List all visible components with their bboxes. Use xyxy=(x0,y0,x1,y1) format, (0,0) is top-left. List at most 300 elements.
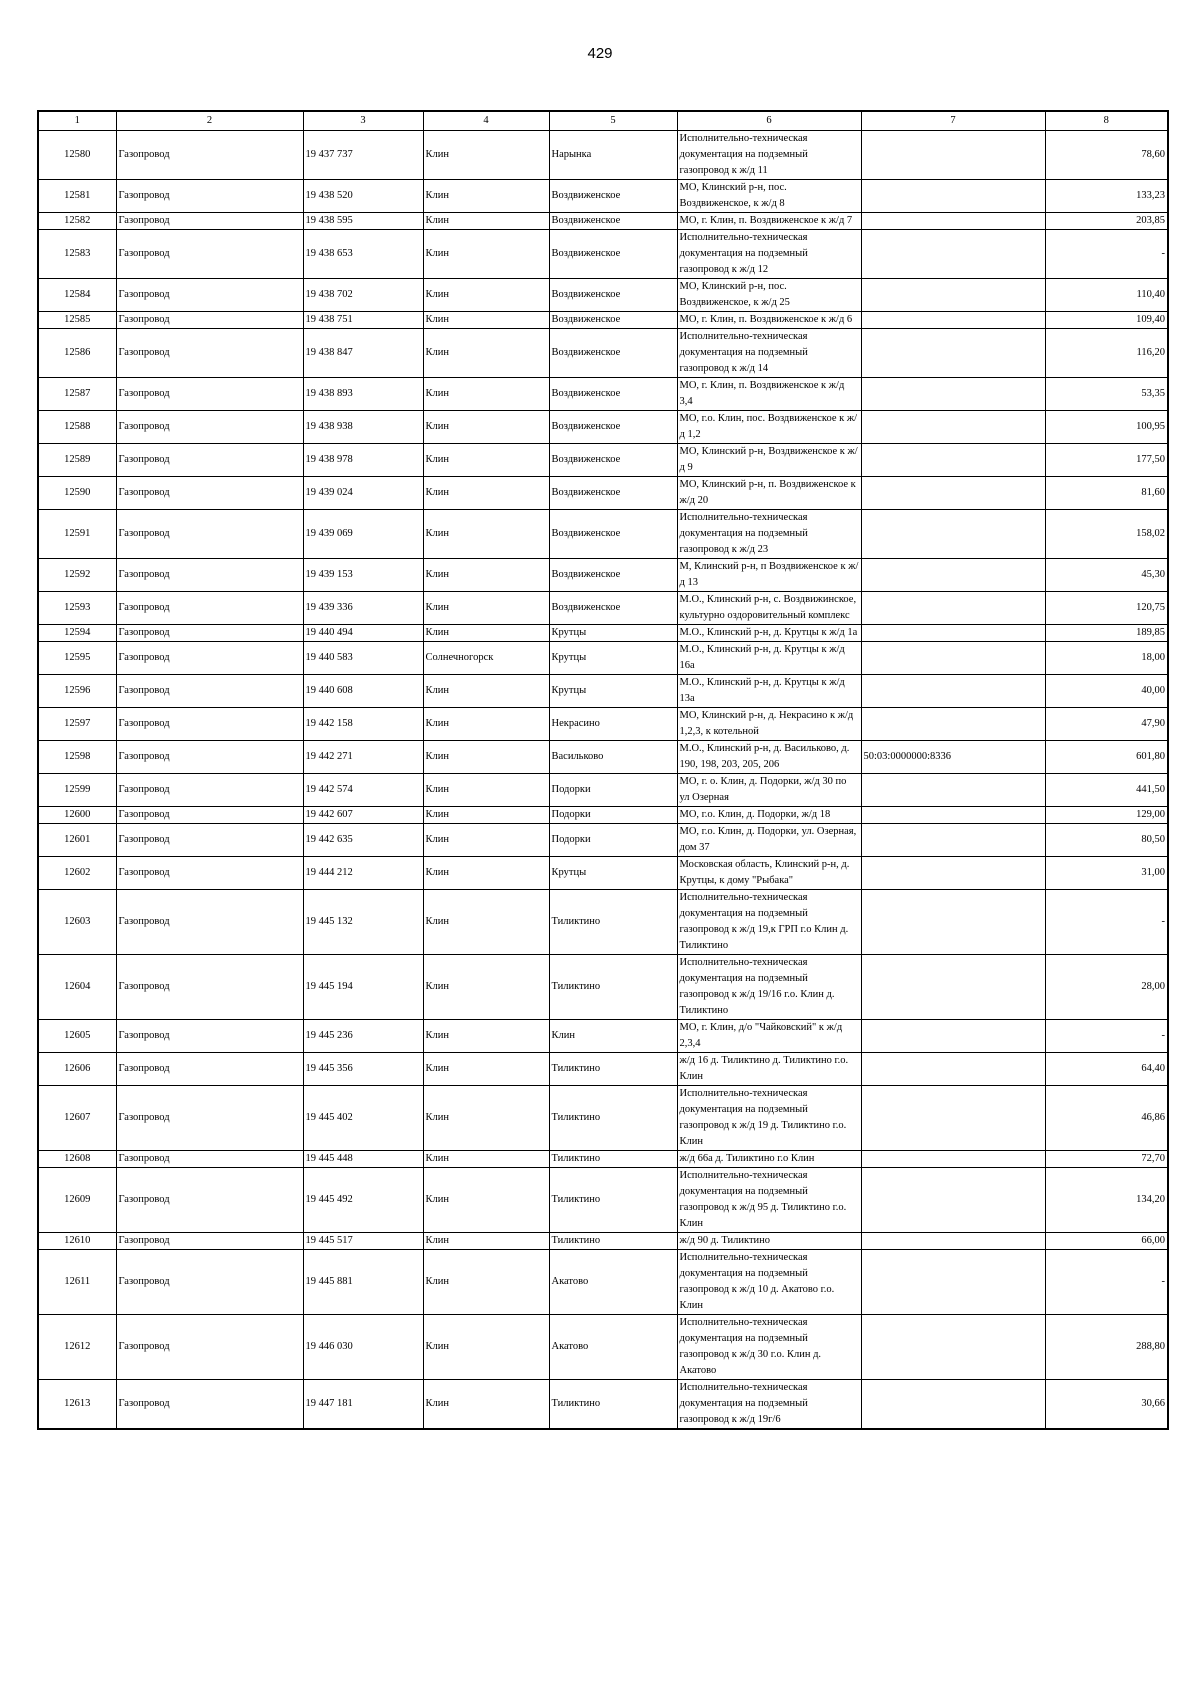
row-number-cell: 12607 xyxy=(38,1086,116,1151)
district-cell: Клин xyxy=(423,955,549,1020)
locality-cell: Крутцы xyxy=(549,857,677,890)
table-row xyxy=(38,213,1168,230)
address-description-cell: Исполнительно-техническая документация на подземный газопровод к ж/д 23 xyxy=(677,510,861,559)
cadastral-number-cell xyxy=(861,955,1045,1020)
cadastral-number-cell xyxy=(861,213,1045,230)
length-value-cell: 30,66 xyxy=(1045,1380,1168,1430)
locality-cell: Васильково xyxy=(549,741,677,774)
row-number-cell: 12606 xyxy=(38,1053,116,1086)
district-cell: Клин xyxy=(423,279,549,312)
object-name-cell: Газопровод xyxy=(116,131,303,180)
table-row xyxy=(38,1086,1168,1151)
locality-cell: Подорки xyxy=(549,774,677,807)
table-row xyxy=(38,559,1168,592)
table-row xyxy=(38,807,1168,824)
address-description-cell: МО, г. о. Клин, д. Подорки, ж/д 30 по ул Озерная xyxy=(677,774,861,807)
object-name-cell: Газопровод xyxy=(116,807,303,824)
table-row xyxy=(38,1233,1168,1250)
object-name-cell: Газопровод xyxy=(116,1315,303,1380)
locality-cell: Воздвиженское xyxy=(549,444,677,477)
cadastral-number-cell xyxy=(861,1315,1045,1380)
row-number-cell: 12613 xyxy=(38,1380,116,1430)
length-value-cell: 53,35 xyxy=(1045,378,1168,411)
object-name-cell: Газопровод xyxy=(116,411,303,444)
object-name-cell: Газопровод xyxy=(116,1020,303,1053)
table-row xyxy=(38,642,1168,675)
locality-cell: Подорки xyxy=(549,807,677,824)
object-name-cell: Газопровод xyxy=(116,279,303,312)
cadastral-number-cell xyxy=(861,1250,1045,1315)
table-row xyxy=(38,230,1168,279)
object-code-cell: 19 447 181 xyxy=(303,1380,423,1430)
length-value-cell: 203,85 xyxy=(1045,213,1168,230)
locality-cell: Некрасино xyxy=(549,708,677,741)
object-name-cell: Газопровод xyxy=(116,378,303,411)
district-cell: Клин xyxy=(423,890,549,955)
address-description-cell: МО, Клинский р-н, Воздвиженское к ж/д 9 xyxy=(677,444,861,477)
column-header: 8 xyxy=(1045,111,1168,131)
table-row xyxy=(38,477,1168,510)
cadastral-number-cell xyxy=(861,1380,1045,1430)
registry-table xyxy=(37,110,1169,1430)
locality-cell: Воздвиженское xyxy=(549,329,677,378)
locality-cell: Крутцы xyxy=(549,642,677,675)
object-name-cell: Газопровод xyxy=(116,1233,303,1250)
address-description-cell: М.О., Клинский р-н, с. Воздвижинское, культурно оздоровительный комплекс xyxy=(677,592,861,625)
row-number-cell: 12605 xyxy=(38,1020,116,1053)
table-row xyxy=(38,131,1168,180)
locality-cell: Подорки xyxy=(549,824,677,857)
page-number: 429 xyxy=(587,45,613,62)
length-value-cell: 189,85 xyxy=(1045,625,1168,642)
length-value-cell: 110,40 xyxy=(1045,279,1168,312)
address-description-cell: МО, г. Клин, п. Воздвиженское к ж/д 7 xyxy=(677,213,861,230)
address-description-cell: МО, г.о. Клин, пос. Воздвиженское к ж/д 1,2 xyxy=(677,411,861,444)
table-row xyxy=(38,180,1168,213)
table-row xyxy=(38,1380,1168,1430)
locality-cell: Воздвиженское xyxy=(549,213,677,230)
object-name-cell: Газопровод xyxy=(116,857,303,890)
cadastral-number-cell xyxy=(861,592,1045,625)
object-name-cell: Газопровод xyxy=(116,592,303,625)
column-header: 2 xyxy=(116,111,303,131)
table-row xyxy=(38,1053,1168,1086)
table-row xyxy=(38,824,1168,857)
length-value-cell: 100,95 xyxy=(1045,411,1168,444)
district-cell: Клин xyxy=(423,1250,549,1315)
object-name-cell: Газопровод xyxy=(116,213,303,230)
object-code-cell: 19 440 608 xyxy=(303,675,423,708)
table-row xyxy=(38,378,1168,411)
column-header: 5 xyxy=(549,111,677,131)
object-name-cell: Газопровод xyxy=(116,741,303,774)
table-row xyxy=(38,444,1168,477)
row-number-cell: 12585 xyxy=(38,312,116,329)
cadastral-number-cell xyxy=(861,824,1045,857)
length-value-cell: 31,00 xyxy=(1045,857,1168,890)
address-description-cell: Исполнительно-техническая документация на подземный газопровод к ж/д 11 xyxy=(677,131,861,180)
locality-cell: Крутцы xyxy=(549,675,677,708)
table-row xyxy=(38,625,1168,642)
address-description-cell: Исполнительно-техническая документация на подземный газопровод к ж/д 30 г.о. Клин д. Акатово xyxy=(677,1315,861,1380)
length-value-cell: 78,60 xyxy=(1045,131,1168,180)
row-number-cell: 12586 xyxy=(38,329,116,378)
object-code-cell: 19 438 520 xyxy=(303,180,423,213)
length-value-cell: 129,00 xyxy=(1045,807,1168,824)
object-name-cell: Газопровод xyxy=(116,329,303,378)
cadastral-number-cell xyxy=(861,1233,1045,1250)
length-value-cell: 66,00 xyxy=(1045,1233,1168,1250)
object-code-cell: 19 438 938 xyxy=(303,411,423,444)
length-value-cell: - xyxy=(1045,1250,1168,1315)
locality-cell: Воздвиженское xyxy=(549,378,677,411)
length-value-cell: 18,00 xyxy=(1045,642,1168,675)
row-number-cell: 12599 xyxy=(38,774,116,807)
object-code-cell: 19 445 402 xyxy=(303,1086,423,1151)
address-description-cell: Исполнительно-техническая документация на подземный газопровод к ж/д 19г/6 xyxy=(677,1380,861,1430)
cadastral-number-cell: 50:03:0000000:8336 xyxy=(861,741,1045,774)
address-description-cell: Исполнительно-техническая документация на подземный газопровод к ж/д 10 д. Акатово г.о. Клин xyxy=(677,1250,861,1315)
row-number-cell: 12591 xyxy=(38,510,116,559)
locality-cell: Воздвиженское xyxy=(549,559,677,592)
object-name-cell: Газопровод xyxy=(116,444,303,477)
district-cell: Клин xyxy=(423,625,549,642)
address-description-cell: М.О., Клинский р-н, д. Васильково, д. 190, 198, 203, 205, 206 xyxy=(677,741,861,774)
district-cell: Клин xyxy=(423,675,549,708)
locality-cell: Тиликтино xyxy=(549,955,677,1020)
object-code-cell: 19 438 595 xyxy=(303,213,423,230)
district-cell: Клин xyxy=(423,741,549,774)
table-row xyxy=(38,675,1168,708)
locality-cell: Нарынка xyxy=(549,131,677,180)
address-description-cell: Исполнительно-техническая документация на подземный газопровод к ж/д 95 д. Тиликтино г.о. Клин xyxy=(677,1168,861,1233)
length-value-cell: 40,00 xyxy=(1045,675,1168,708)
object-code-cell: 19 445 356 xyxy=(303,1053,423,1086)
address-description-cell: Исполнительно-техническая документация на подземный газопровод к ж/д 19 д. Тиликтино г.о. Клин xyxy=(677,1086,861,1151)
district-cell: Клин xyxy=(423,1380,549,1430)
object-code-cell: 19 445 881 xyxy=(303,1250,423,1315)
length-value-cell: 116,20 xyxy=(1045,329,1168,378)
table-row xyxy=(38,1315,1168,1380)
row-number-cell: 12595 xyxy=(38,642,116,675)
table-row xyxy=(38,1020,1168,1053)
cadastral-number-cell xyxy=(861,131,1045,180)
object-name-cell: Газопровод xyxy=(116,675,303,708)
district-cell: Клин xyxy=(423,477,549,510)
cadastral-number-cell xyxy=(861,510,1045,559)
address-description-cell: ж/д 16 д. Тиликтино д. Тиликтино г.о. Клин xyxy=(677,1053,861,1086)
object-name-cell: Газопровод xyxy=(116,312,303,329)
object-code-cell: 19 438 847 xyxy=(303,329,423,378)
object-code-cell: 19 438 978 xyxy=(303,444,423,477)
row-number-cell: 12596 xyxy=(38,675,116,708)
object-name-cell: Газопровод xyxy=(116,510,303,559)
object-code-cell: 19 439 336 xyxy=(303,592,423,625)
cadastral-number-cell xyxy=(861,477,1045,510)
row-number-cell: 12602 xyxy=(38,857,116,890)
row-number-cell: 12612 xyxy=(38,1315,116,1380)
length-value-cell: 177,50 xyxy=(1045,444,1168,477)
address-description-cell: МО, Клинский р-н, д. Некрасино к ж/д 1,2,3, к котельной xyxy=(677,708,861,741)
object-code-cell: 19 445 132 xyxy=(303,890,423,955)
object-code-cell: 19 438 653 xyxy=(303,230,423,279)
locality-cell: Тиликтино xyxy=(549,1053,677,1086)
object-code-cell: 19 439 024 xyxy=(303,477,423,510)
address-description-cell: МО, Клинский р-н, п. Воздвиженское к ж/д 20 xyxy=(677,477,861,510)
district-cell: Клин xyxy=(423,774,549,807)
address-description-cell: Исполнительно-техническая документация на подземный газопровод к ж/д 19,к ГРП г.о Клин д. Тиликтино xyxy=(677,890,861,955)
object-name-cell: Газопровод xyxy=(116,1250,303,1315)
district-cell: Клин xyxy=(423,708,549,741)
object-name-cell: Газопровод xyxy=(116,230,303,279)
length-value-cell: 81,60 xyxy=(1045,477,1168,510)
object-code-cell: 19 445 194 xyxy=(303,955,423,1020)
locality-cell: Тиликтино xyxy=(549,1151,677,1168)
district-cell: Клин xyxy=(423,1233,549,1250)
column-header: 6 xyxy=(677,111,861,131)
object-name-cell: Газопровод xyxy=(116,1086,303,1151)
district-cell: Клин xyxy=(423,213,549,230)
address-description-cell: М, Клинский р-н, п Воздвиженское к ж/д 13 xyxy=(677,559,861,592)
district-cell: Клин xyxy=(423,1168,549,1233)
address-description-cell: Московская область, Клинский р-н, д. Крутцы, к дому "Рыбака" xyxy=(677,857,861,890)
address-description-cell: ж/д 90 д. Тиликтино xyxy=(677,1233,861,1250)
address-description-cell: М.О., Клинский р-н, д. Крутцы к ж/д 1а xyxy=(677,625,861,642)
length-value-cell: 134,20 xyxy=(1045,1168,1168,1233)
table-row xyxy=(38,774,1168,807)
district-cell: Клин xyxy=(423,378,549,411)
length-value-cell: 441,50 xyxy=(1045,774,1168,807)
locality-cell: Тиликтино xyxy=(549,890,677,955)
object-code-cell: 19 442 271 xyxy=(303,741,423,774)
cadastral-number-cell xyxy=(861,230,1045,279)
address-description-cell: МО, г.о. Клин, д. Подорки, ул. Озерная, дом 37 xyxy=(677,824,861,857)
cadastral-number-cell xyxy=(861,279,1045,312)
locality-cell: Акатово xyxy=(549,1250,677,1315)
cadastral-number-cell xyxy=(861,378,1045,411)
object-name-cell: Газопровод xyxy=(116,477,303,510)
locality-cell: Воздвиженское xyxy=(549,411,677,444)
object-code-cell: 19 442 607 xyxy=(303,807,423,824)
locality-cell: Тиликтино xyxy=(549,1086,677,1151)
object-name-cell: Газопровод xyxy=(116,824,303,857)
district-cell: Клин xyxy=(423,857,549,890)
table-row xyxy=(38,592,1168,625)
cadastral-number-cell xyxy=(861,559,1045,592)
cadastral-number-cell xyxy=(861,708,1045,741)
object-name-cell: Газопровод xyxy=(116,890,303,955)
district-cell: Клин xyxy=(423,592,549,625)
locality-cell: Воздвиженское xyxy=(549,279,677,312)
cadastral-number-cell xyxy=(861,857,1045,890)
length-value-cell: - xyxy=(1045,890,1168,955)
length-value-cell: 72,70 xyxy=(1045,1151,1168,1168)
table-row xyxy=(38,857,1168,890)
column-header: 1 xyxy=(38,111,116,131)
district-cell: Солнечногорск xyxy=(423,642,549,675)
row-number-cell: 12598 xyxy=(38,741,116,774)
length-value-cell: 288,80 xyxy=(1045,1315,1168,1380)
row-number-cell: 12584 xyxy=(38,279,116,312)
row-number-cell: 12592 xyxy=(38,559,116,592)
registry-table-body xyxy=(38,131,1168,1430)
column-header: 4 xyxy=(423,111,549,131)
object-name-cell: Газопровод xyxy=(116,708,303,741)
address-description-cell: МО, г. Клин, п. Воздвиженское к ж/д 3,4 xyxy=(677,378,861,411)
table-row xyxy=(38,955,1168,1020)
length-value-cell: 133,23 xyxy=(1045,180,1168,213)
length-value-cell: 64,40 xyxy=(1045,1053,1168,1086)
row-number-cell: 12603 xyxy=(38,890,116,955)
cadastral-number-cell xyxy=(861,1020,1045,1053)
row-number-cell: 12597 xyxy=(38,708,116,741)
object-code-cell: 19 438 751 xyxy=(303,312,423,329)
object-name-cell: Газопровод xyxy=(116,1053,303,1086)
table-row xyxy=(38,510,1168,559)
address-description-cell: МО, Клинский р-н, пос. Воздвиженское, к ж/д 8 xyxy=(677,180,861,213)
row-number-cell: 12587 xyxy=(38,378,116,411)
address-description-cell: Исполнительно-техническая документация на подземный газопровод к ж/д 19/16 г.о. Клин д. Тиликтино xyxy=(677,955,861,1020)
length-value-cell: 80,50 xyxy=(1045,824,1168,857)
object-name-cell: Газопровод xyxy=(116,642,303,675)
length-value-cell: 47,90 xyxy=(1045,708,1168,741)
table-row xyxy=(38,708,1168,741)
locality-cell: Воздвиженское xyxy=(549,312,677,329)
row-number-cell: 12593 xyxy=(38,592,116,625)
row-number-cell: 12594 xyxy=(38,625,116,642)
cadastral-number-cell xyxy=(861,774,1045,807)
length-value-cell: - xyxy=(1045,1020,1168,1053)
address-description-cell: МО, г.о. Клин, д. Подорки, ж/д 18 xyxy=(677,807,861,824)
table-row xyxy=(38,1168,1168,1233)
district-cell: Клин xyxy=(423,510,549,559)
row-number-cell: 12590 xyxy=(38,477,116,510)
address-description-cell: МО, Клинский р-н, пос. Воздвиженское, к ж/д 25 xyxy=(677,279,861,312)
district-cell: Клин xyxy=(423,444,549,477)
locality-cell: Воздвиженское xyxy=(549,510,677,559)
table-row xyxy=(38,411,1168,444)
cadastral-number-cell xyxy=(861,890,1045,955)
table-row xyxy=(38,741,1168,774)
locality-cell: Воздвиженское xyxy=(549,592,677,625)
row-number-cell: 12604 xyxy=(38,955,116,1020)
locality-cell: Клин xyxy=(549,1020,677,1053)
district-cell: Клин xyxy=(423,807,549,824)
address-description-cell: М.О., Клинский р-н, д. Крутцы к ж/д 13а xyxy=(677,675,861,708)
object-code-cell: 19 445 492 xyxy=(303,1168,423,1233)
row-number-cell: 12601 xyxy=(38,824,116,857)
column-header: 3 xyxy=(303,111,423,131)
row-number-cell: 12581 xyxy=(38,180,116,213)
object-name-cell: Газопровод xyxy=(116,774,303,807)
length-value-cell: 120,75 xyxy=(1045,592,1168,625)
locality-cell: Воздвиженское xyxy=(549,230,677,279)
district-cell: Клин xyxy=(423,1020,549,1053)
address-description-cell: МО, г. Клин, д/о "Чайковский" к ж/д 2,3,4 xyxy=(677,1020,861,1053)
object-code-cell: 19 439 153 xyxy=(303,559,423,592)
district-cell: Клин xyxy=(423,1053,549,1086)
cadastral-number-cell xyxy=(861,642,1045,675)
table-row xyxy=(38,1250,1168,1315)
address-description-cell: Исполнительно-техническая документация на подземный газопровод к ж/д 14 xyxy=(677,329,861,378)
object-code-cell: 19 446 030 xyxy=(303,1315,423,1380)
object-code-cell: 19 440 494 xyxy=(303,625,423,642)
district-cell: Клин xyxy=(423,312,549,329)
table-row xyxy=(38,890,1168,955)
row-number-cell: 12609 xyxy=(38,1168,116,1233)
cadastral-number-cell xyxy=(861,1151,1045,1168)
locality-cell: Воздвиженское xyxy=(549,477,677,510)
row-number-cell: 12611 xyxy=(38,1250,116,1315)
district-cell: Клин xyxy=(423,1086,549,1151)
cadastral-number-cell xyxy=(861,312,1045,329)
locality-cell: Крутцы xyxy=(549,625,677,642)
object-name-cell: Газопровод xyxy=(116,1168,303,1233)
row-number-cell: 12583 xyxy=(38,230,116,279)
district-cell: Клин xyxy=(423,824,549,857)
cadastral-number-cell xyxy=(861,807,1045,824)
district-cell: Клин xyxy=(423,559,549,592)
object-name-cell: Газопровод xyxy=(116,625,303,642)
district-cell: Клин xyxy=(423,230,549,279)
district-cell: Клин xyxy=(423,131,549,180)
address-description-cell: М.О., Клинский р-н, д. Крутцы к ж/д 16а xyxy=(677,642,861,675)
district-cell: Клин xyxy=(423,1315,549,1380)
object-code-cell: 19 445 517 xyxy=(303,1233,423,1250)
address-description-cell: Исполнительно-техническая документация на подземный газопровод к ж/д 12 xyxy=(677,230,861,279)
object-code-cell: 19 442 158 xyxy=(303,708,423,741)
cadastral-number-cell xyxy=(861,411,1045,444)
locality-cell: Тиликтино xyxy=(549,1380,677,1430)
row-number-cell: 12600 xyxy=(38,807,116,824)
table-row xyxy=(38,312,1168,329)
object-code-cell: 19 445 236 xyxy=(303,1020,423,1053)
object-name-cell: Газопровод xyxy=(116,1380,303,1430)
length-value-cell: 158,02 xyxy=(1045,510,1168,559)
cadastral-number-cell xyxy=(861,329,1045,378)
object-code-cell: 19 438 702 xyxy=(303,279,423,312)
object-code-cell: 19 437 737 xyxy=(303,131,423,180)
length-value-cell: 28,00 xyxy=(1045,955,1168,1020)
cadastral-number-cell xyxy=(861,444,1045,477)
length-value-cell: 601,80 xyxy=(1045,741,1168,774)
district-cell: Клин xyxy=(423,1151,549,1168)
row-number-cell: 12589 xyxy=(38,444,116,477)
column-number-row xyxy=(38,111,1168,131)
cadastral-number-cell xyxy=(861,180,1045,213)
object-code-cell: 19 439 069 xyxy=(303,510,423,559)
length-value-cell: 109,40 xyxy=(1045,312,1168,329)
district-cell: Клин xyxy=(423,329,549,378)
length-value-cell: 45,30 xyxy=(1045,559,1168,592)
district-cell: Клин xyxy=(423,180,549,213)
table-row xyxy=(38,279,1168,312)
object-name-cell: Газопровод xyxy=(116,955,303,1020)
object-code-cell: 19 444 212 xyxy=(303,857,423,890)
table-row xyxy=(38,329,1168,378)
table-row xyxy=(38,1151,1168,1168)
cadastral-number-cell xyxy=(861,1086,1045,1151)
address-description-cell: ж/д 66а д. Тиликтино г.о Клин xyxy=(677,1151,861,1168)
locality-cell: Тиликтино xyxy=(549,1168,677,1233)
object-code-cell: 19 442 635 xyxy=(303,824,423,857)
object-name-cell: Газопровод xyxy=(116,180,303,213)
district-cell: Клин xyxy=(423,411,549,444)
object-name-cell: Газопровод xyxy=(116,1151,303,1168)
locality-cell: Воздвиженское xyxy=(549,180,677,213)
address-description-cell: МО, г. Клин, п. Воздвиженское к ж/д 6 xyxy=(677,312,861,329)
length-value-cell: - xyxy=(1045,230,1168,279)
